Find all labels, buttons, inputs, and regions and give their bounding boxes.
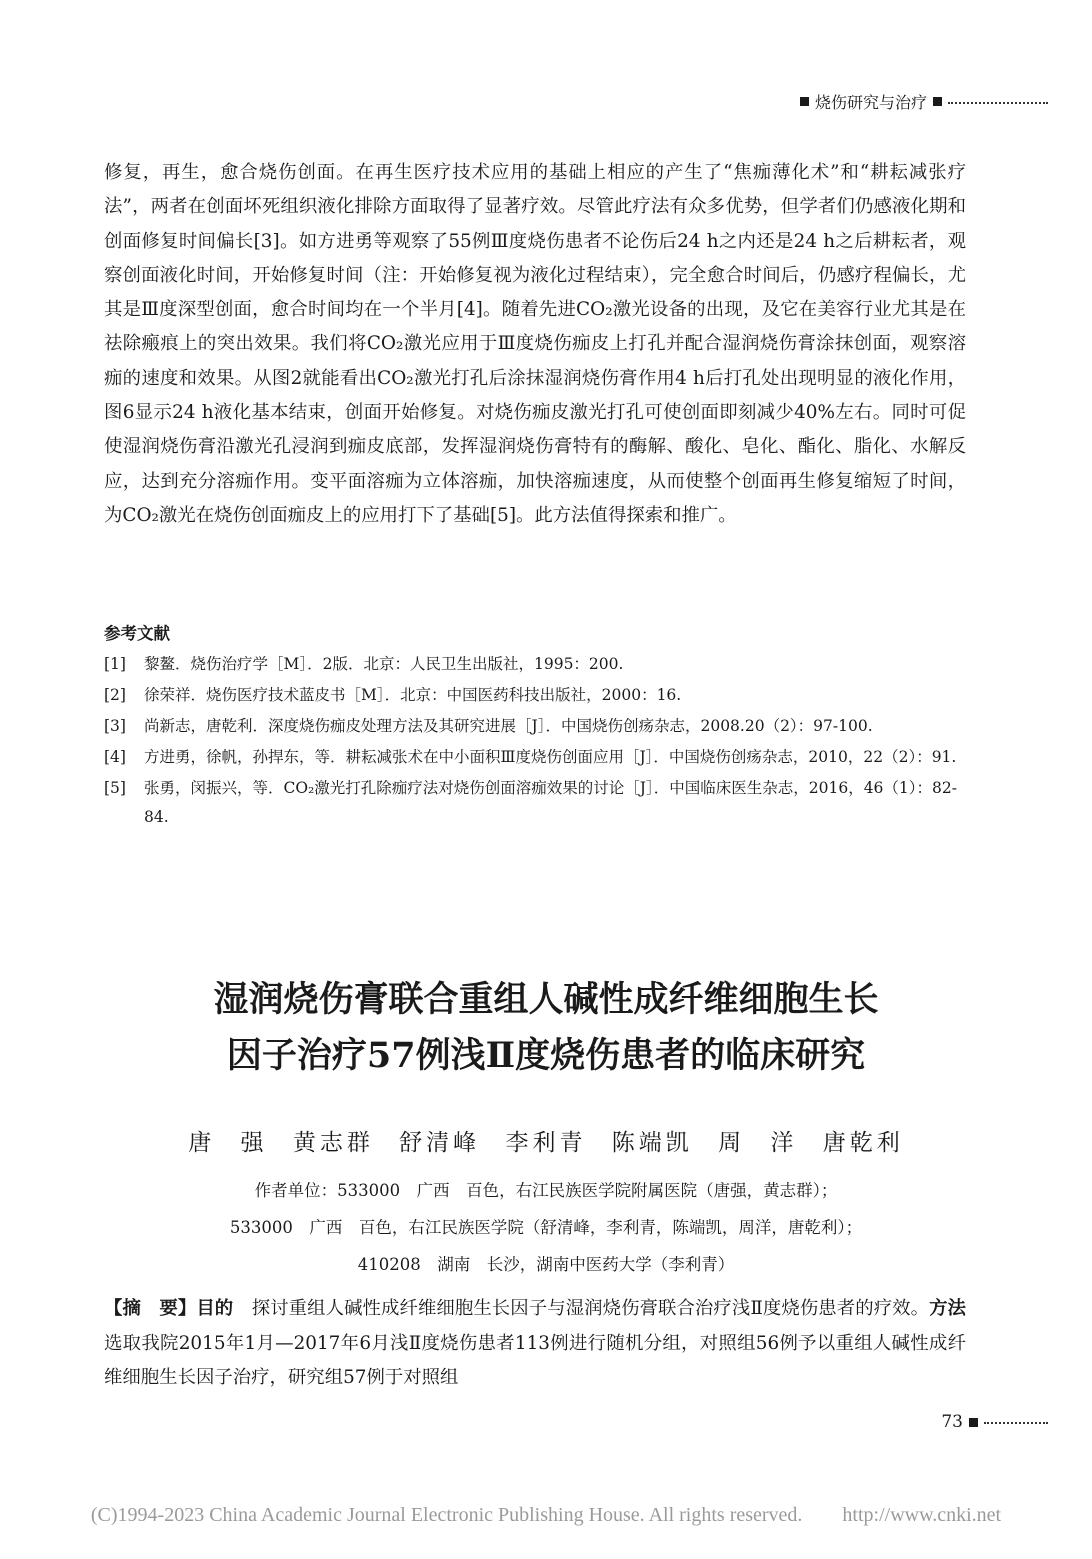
affiliation-line-2: 533000 广西 百色，右江民族医学院（舒清峰，李利青，陈端凯，周洋，唐乾利）；: [229, 1218, 863, 1237]
page-footer: [941, 1412, 1048, 1432]
reference-item: [104, 743, 966, 772]
reference-number: [2]: [104, 686, 126, 704]
methods-text: 选取我院2015年1月—2017年6月浅Ⅱ度烧伤患者113例进行随机分组，对照组56例予以重组人碱性成纤维细胞生长因子治疗，研究组57例于对照组: [104, 1332, 966, 1388]
article-title-line-2: 因子治疗57例浅Ⅱ度烧伤患者的临床研究: [226, 1035, 866, 1076]
reference-number: [3]: [104, 717, 126, 735]
author-list: 唐 强 黄志群 舒清峰 李利青 陈端凯 周 洋 唐乾利: [188, 1130, 904, 1156]
square-bullet-icon: [800, 97, 809, 106]
objective-label: 目的: [196, 1298, 234, 1319]
reference-list: [104, 650, 966, 834]
affiliation-line-3: 410208 湖南 长沙，湖南中医药大学（李利青）: [357, 1255, 735, 1274]
article-title-line-1: 湿润烧伤膏联合重组人碱性成纤维细胞生长: [213, 979, 879, 1020]
reference-item: [104, 650, 966, 679]
abstract: [104, 1292, 966, 1396]
reference-item: [104, 774, 966, 832]
reference-item: [104, 712, 966, 741]
copyright-watermark: (C)1994-2023 China Academic Journal Electronic Publishing House. All rights reserved. http://www.cnki.net: [90, 1504, 1002, 1526]
affiliation-line-1: 作者单位：533000 广西 百色，右江民族医学院附属医院（唐强，黄志群）；: [254, 1181, 838, 1200]
article-title: [0, 972, 1092, 1084]
dotted-rule: [984, 1422, 1048, 1424]
reference-number: [5]: [104, 779, 126, 797]
reference-number: [4]: [104, 748, 126, 766]
body-paragraph: 修复，再生，愈合烧伤创面。在再生医疗技术应用的基础上相应的产生了“焦痂薄化术”和“耕耘减张疗法”，两者在创面坏死组织液化排除方面取得了显著疗效。尽管此疗法有众多优势，但学者们仍感液化期和创面修复时间偏长[3]。如方进勇等观察了55例Ⅲ度烧伤患者不论伤后24 h之内还是24 h之后耕耘者，观察创面液化时间，开始修复时间（注：开始修复视为液化过程结束），完全愈合时间后，仍感疗程偏长，尤其是Ⅲ度深型创面，愈合时间均在一个半月[4]。随着先进CO₂激光设备的出现，及它在美容行业尤其是在祛除瘢痕上的突出效果。我们将CO₂激光应用于Ⅲ度烧伤痂皮上打孔并配合湿润烧伤膏涂抹创面，观察溶痂的速度和效果。从图2就能看出CO₂激光打孔后涂抹湿润烧伤膏作用4 h后打孔处出现明显的液化作用，图6显示24 h液化基本结束，创面开始修复。对烧伤痂皮激光打孔可使创面即刻减少40%左右。同时可促使湿润烧伤膏沿激光孔浸润到痂皮底部，发挥湿润烧伤膏特有的酶解、酸化、皂化、酯化、脂化、水解反应，达到充分溶痂作用。变平面溶痂为立体溶痂，加快溶痂速度，从而使整个创面再生修复缩短了时间，为CO₂激光在烧伤创面痂皮上的应用打下了基础[5]。此方法值得探索和推广。: [104, 162, 966, 526]
reference-text: 黎鳌．烧伤治疗学［M］．2版．北京：人民卫生出版社，1995：200.: [144, 655, 624, 673]
reference-text: 张勇，闵振兴，等．CO₂激光打孔除痂疗法对烧伤创面溶痂效果的讨论［J］．中国临床医生杂志，2016，46（1）：82-84.: [144, 779, 957, 826]
section-title: 烧伤研究与治疗: [814, 93, 927, 112]
methods-label: 方法: [929, 1298, 966, 1319]
reference-item: [104, 681, 966, 710]
references-heading: 参考文献: [104, 624, 170, 643]
square-bullet-icon: [933, 97, 942, 106]
affiliations: [0, 1172, 1092, 1283]
abstract-label: 【摘 要】: [104, 1298, 197, 1319]
body-text: [104, 156, 966, 533]
square-bullet-icon: [969, 1418, 978, 1427]
reference-text: 尚新志，唐乾利．深度烧伤痂皮处理方法及其研究进展［J］．中国烧伤创疡杂志，2008.20（2）：97-100.: [144, 717, 873, 735]
page-number: 73: [941, 1412, 963, 1432]
objective-text: 探讨重组人碱性成纤维细胞生长因子与湿润烧伤膏联合治疗浅Ⅱ度烧伤患者的疗效。: [251, 1298, 930, 1319]
reference-number: [1]: [104, 655, 126, 673]
reference-text: 徐荣祥．烧伤医疗技术蓝皮书［M］．北京：中国医药科技出版社，2000：16.: [144, 686, 682, 704]
reference-text: 方进勇，徐帆，孙捍东，等．耕耘减张术在中小面积Ⅲ度烧伤创面应用［J］．中国烧伤创疡杂志，2010，22（2）：91.: [144, 748, 957, 766]
dotted-rule: [948, 102, 1048, 104]
running-header: [800, 90, 1048, 113]
